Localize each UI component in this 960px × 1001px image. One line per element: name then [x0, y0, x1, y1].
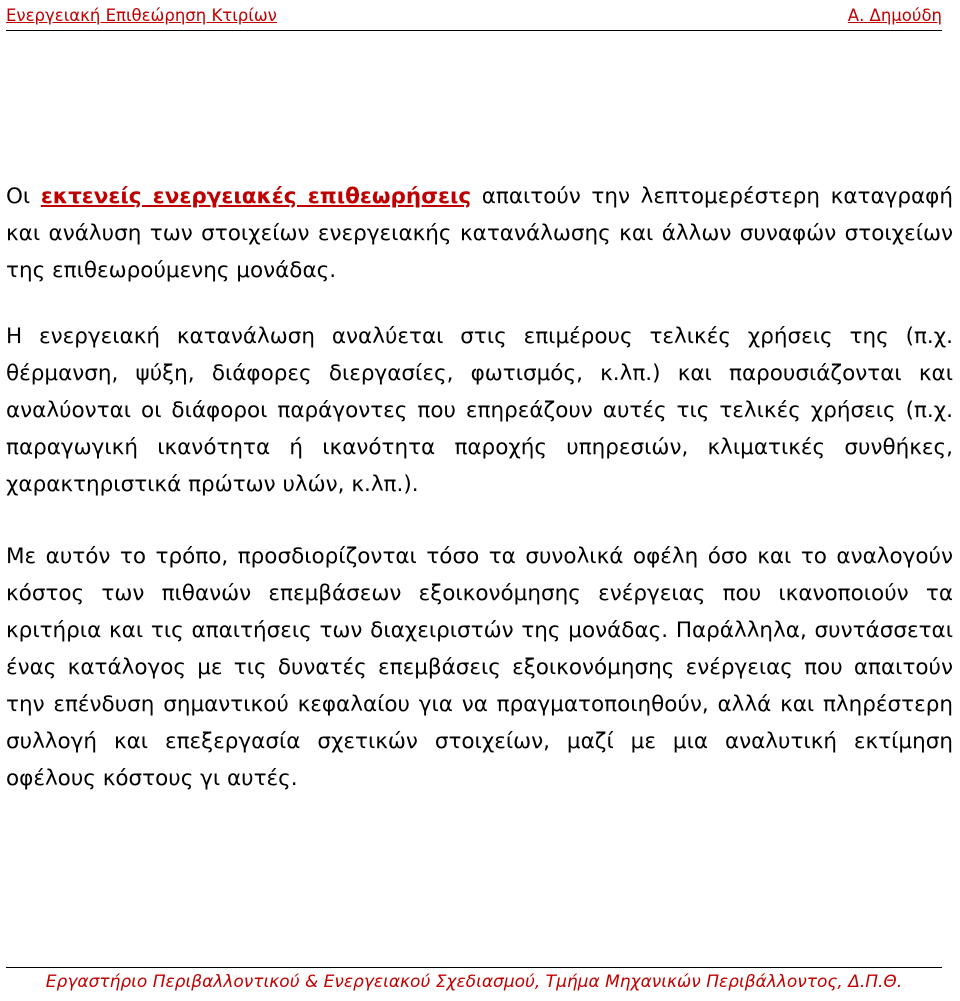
- document-title: Ενεργειακή Επιθεώρηση Κτιρίων: [6, 6, 277, 25]
- paragraph-analysis: [6, 318, 953, 503]
- emphasized-term: εκτενείς ενεργειακές επιθεωρήσεις: [40, 184, 472, 209]
- page-header: [6, 4, 942, 31]
- page-footer: [6, 967, 942, 992]
- paragraph-intro: [6, 178, 953, 289]
- paragraph-analysis-text: Η ενεργειακή κατανάλωση αναλύεται στις επιμέρους τελικές χρήσεις της (π.χ. θέρμανση, ψύξη, διάφορες διεργασίες, φωτισμός, κ.λπ.) και παρουσιάζονται και αναλύονται οι διάφοροι παράγοντες που επηρεάζουν αυτές τις τελικές χρήσεις (π.χ. παραγωγική ικανότητα ή ικανότητα παροχής υπηρεσιών, κλιματικές συνθήκες, χαρακτηριστικά πρώτων υλών, κ.λπ.).: [6, 324, 953, 497]
- paragraph-intro-rest: απαιτούν την λεπτομερέστερη καταγραφή και ανάλυση των στοιχείων ενεργειακής κατανάλωσης και άλλων συναφών στοιχείων της επιθεωρούμενης μονάδας.: [6, 184, 953, 283]
- paragraph-outcomes-text: Με αυτόν το τρόπο, προσδιορίζονται τόσο τα συνολικά οφέλη όσο και το αναλογούν κόστος των πιθανών επεμβάσεων εξοικονόμησης ενέργειας που ικανοποιούν τα κριτήρια και τις απαιτήσεις των διαχειριστών της μονάδας. Παράλληλα, συντάσσεται ένας κατάλογος με τις δυνατές επεμβάσεις εξοικονόμησης ενέργειας που απαιτούν την επένδυση σημαντικού κεφαλαίου για να πραγματοποιηθούν, αλλά και πληρέστερη συλλογή και επεξεργασία σχετικών στοιχείων, μαζί με μια αναλυτική εκτίμηση οφέλους κόστους γι αυτές.: [6, 544, 953, 791]
- footer-affiliation: Εργαστήριο Περιβαλλοντικού & Ενεργειακού Σχεδιασμού, Τμήμα Μηχανικών Περιβάλλοντος, Δ.Π.Θ.: [45, 972, 903, 992]
- paragraph-intro-prefix: Οι: [6, 184, 41, 209]
- paragraph-outcomes: [6, 538, 953, 797]
- author-name: Α. Δημούδη: [847, 6, 942, 25]
